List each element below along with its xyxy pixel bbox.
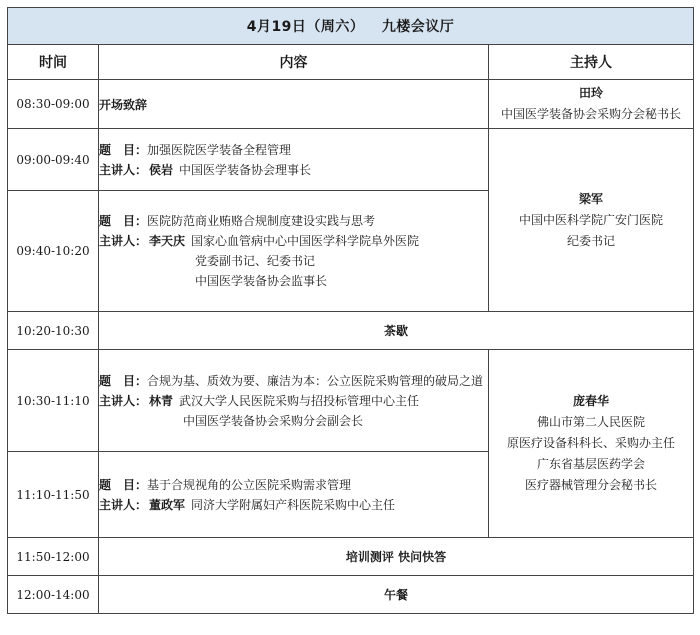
- column-header-row: [8, 45, 694, 80]
- title-row: [8, 8, 694, 45]
- venue-label: 九楼会议厅: [381, 19, 455, 35]
- time-cell: 10:20-10:30: [8, 312, 99, 350]
- host-title: 医疗器械管理分会秘书长: [525, 478, 658, 492]
- speaker-affiliation: 同济大学附属妇产科医院采购中心主任: [191, 497, 396, 512]
- host-title: 广东省基层医药学会: [537, 457, 646, 471]
- time-cell: 11:10-11:50: [8, 452, 99, 538]
- time-cell: 09:40-10:20: [8, 191, 99, 312]
- host-cell: [489, 129, 694, 312]
- host-name: 梁军: [579, 191, 604, 206]
- table-row: [8, 129, 694, 191]
- content-cell: [99, 191, 489, 312]
- column-header-content: 内容: [99, 45, 489, 80]
- time-cell: 08:30-09:00: [8, 80, 99, 129]
- table-row: [8, 350, 694, 452]
- topic-text: 医院防范商业贿赂合规制度建设实践与思考: [147, 214, 376, 228]
- topic-text: 合规为基、质效为要、廉洁为本：公立医院采购管理的破局之道: [147, 373, 484, 388]
- qa-cell: 培训测评 快问快答: [99, 538, 694, 576]
- topic-text: 基于合规视角的公立医院采购需求管理: [147, 477, 352, 492]
- topic-label: 题 目：: [99, 373, 148, 388]
- speaker-label: 主讲人：: [99, 234, 148, 248]
- speaker-affiliation: 中国医学装备协会采购分会副会长: [183, 413, 364, 428]
- speaker-label: 主讲人：: [99, 497, 148, 512]
- host-cell: [489, 350, 694, 538]
- table-row: [8, 80, 694, 129]
- content-cell: [99, 129, 489, 191]
- topic-label: 题 目：: [99, 477, 148, 492]
- speaker-name: 林青: [149, 393, 174, 408]
- time-cell: 10:30-11:10: [8, 350, 99, 452]
- table-row: [8, 312, 694, 350]
- speaker-affiliation: 武汉大学人民医院采购与招投标管理中心主任: [179, 393, 420, 408]
- host-title: 佛山市第二人民医院: [537, 415, 646, 429]
- topic-label: 题 目：: [99, 214, 148, 228]
- column-header-time: 时间: [8, 45, 99, 80]
- date-label: 4月19日（周六）: [246, 19, 365, 35]
- table-row: [8, 538, 694, 576]
- speaker-label: 主讲人：: [99, 393, 148, 408]
- speaker-affiliation: 党委副书记、纪委书记: [195, 254, 316, 268]
- host-name: 田玲: [579, 86, 604, 100]
- speaker-affiliation: 国家心血管病中心中国医学科学院阜外医院: [191, 234, 420, 248]
- host-title: 原医疗设备科科长、采购办主任: [507, 436, 676, 450]
- host-name: 庞春华: [573, 394, 610, 408]
- table-row: [8, 576, 694, 614]
- speaker-affiliation: 中国医学装备协会监事长: [195, 274, 328, 288]
- time-cell: 11:50-12:00: [8, 538, 99, 576]
- speaker-name: 侯岩: [149, 162, 174, 177]
- column-header-host: 主持人: [489, 45, 694, 80]
- time-cell: 12:00-14:00: [8, 576, 99, 614]
- host-title: 纪委书记: [567, 233, 616, 248]
- lunch-cell: 午餐: [99, 576, 694, 614]
- host-title: 中国中医科学院广安门医院: [519, 212, 664, 227]
- host-cell: [489, 80, 694, 129]
- topic-label: 题 目：: [99, 142, 148, 157]
- speaker-name: 李天庆: [149, 234, 186, 248]
- topic-text: 加强医院医学装备全程管理: [147, 142, 292, 157]
- break-cell: 茶歇: [99, 312, 694, 350]
- schedule-title: [8, 8, 694, 45]
- content-cell: [99, 452, 489, 538]
- content-cell: 开场致辞: [99, 80, 489, 129]
- speaker-affiliation: 中国医学装备协会理事长: [179, 162, 312, 177]
- content-cell: [99, 350, 489, 452]
- speaker-name: 董政军: [149, 497, 186, 512]
- speaker-label: 主讲人：: [99, 162, 148, 177]
- schedule-table: [7, 7, 694, 614]
- host-title: 中国医学装备协会采购分会秘书长: [501, 107, 682, 121]
- time-cell: 09:00-09:40: [8, 129, 99, 191]
